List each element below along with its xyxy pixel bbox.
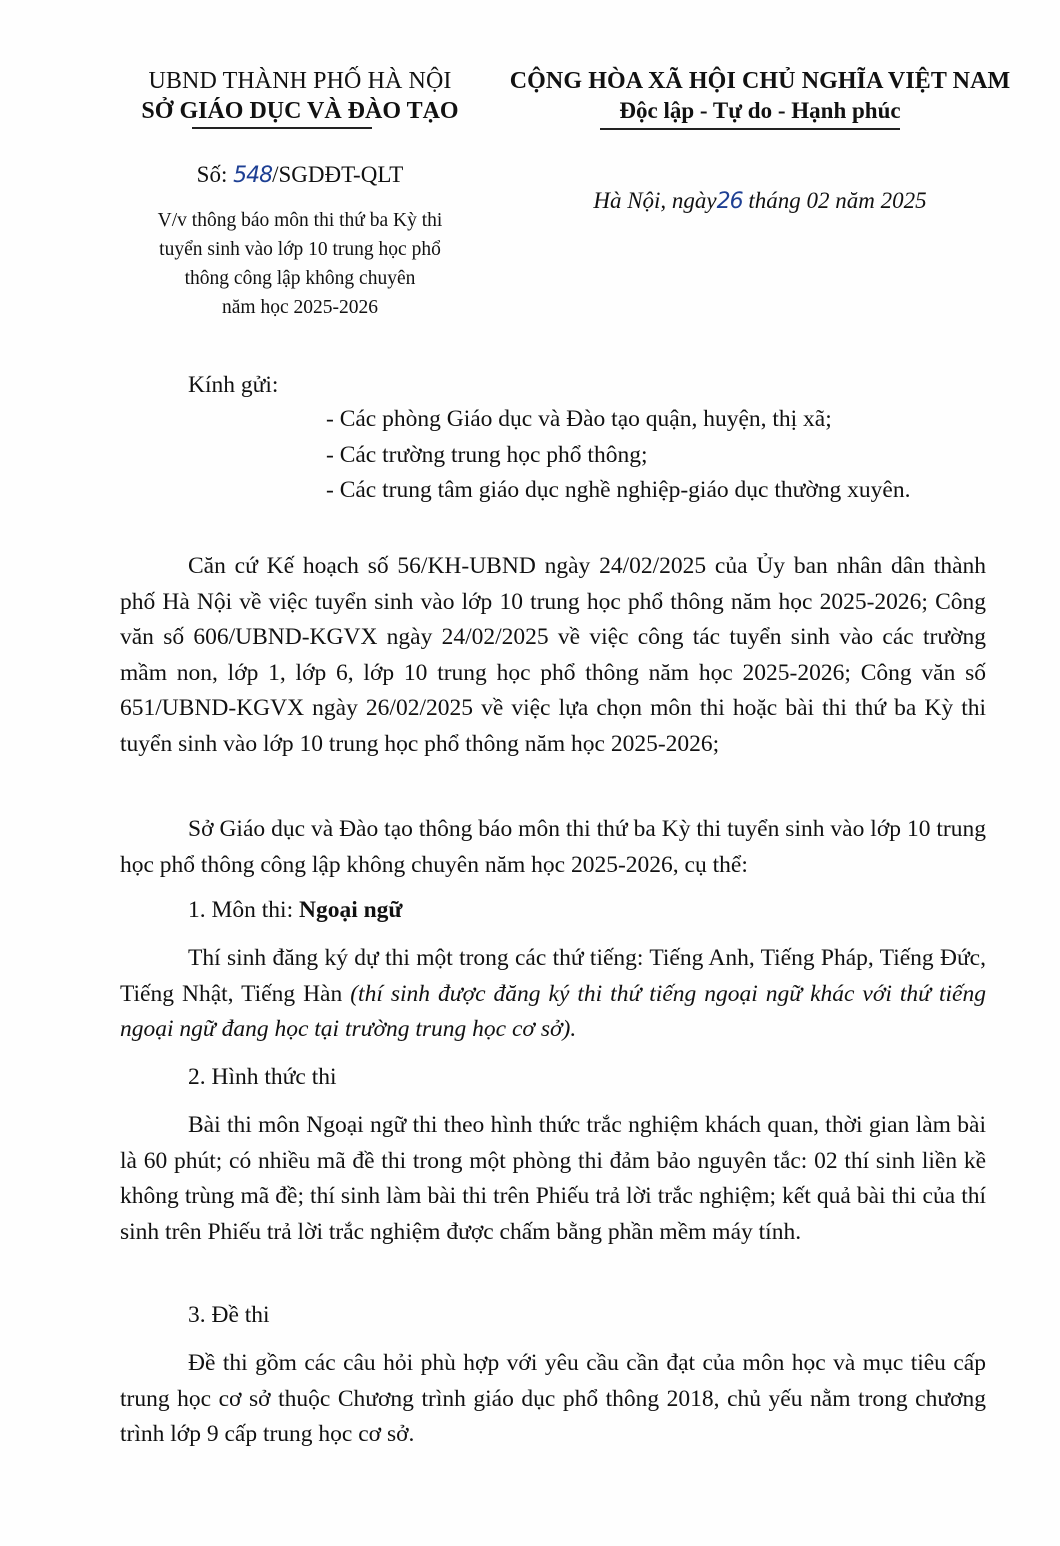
handwritten-date-day: 26 [716, 189, 743, 214]
subject-line: tuyển sinh vào lớp 10 trung học phổ [159, 239, 441, 260]
section-1-heading [188, 893, 403, 928]
document-number [100, 160, 500, 191]
section-3-heading: 3. Đề thi [188, 1302, 270, 1328]
section-2-body: Bài thi môn Ngoại ngữ thi theo hình thức trắc nghiệm khách quan, thời gian làm bài là 60 phút; có nhiều mã đề thi trong một phòng thi đảm bảo nguyên tắc: 02 thí sinh liền kề không trùng mã đề; thí sinh làm bài thi trên Phiếu trả lời trắc nghiệm; kết quả bài thi của thí sinh trên Phiếu trả lời trắc nghiệm được chấm bằng phần mềm máy tính. [120, 1112, 986, 1245]
section-1-heading-prefix: 1. Môn thi: [188, 897, 299, 923]
date-suffix: tháng 02 năm 2025 [742, 188, 927, 213]
subject-line: V/v thông báo môn thi thứ ba Kỳ thi [157, 210, 443, 231]
issue-date [490, 186, 1030, 217]
document-number-suffix: /SGDĐT-QLT [272, 162, 404, 187]
section-1-body [120, 941, 986, 1048]
section-3-body: Đề thi gồm các câu hỏi phù hợp với yêu cầu cần đạt của môn học và mục tiêu cấp trung học cơ sở thuộc Chương trình giáo dục phổ thông 2018, chủ yếu nằm trong chương trình lớp 9 cấp trung học cơ sở. [120, 1350, 986, 1447]
national-header-block [490, 66, 1030, 126]
recipient-item: - Các trung tâm giáo dục nghề nghiệp-giáo dục thường xuyên. [326, 477, 911, 503]
section-1-body-text: Thí sinh đăng ký dự thi một trong các thứ tiếng: Tiếng Anh, Tiếng Pháp, Tiếng Đức, Tiếng Nhật, Tiếng Hàn [120, 945, 986, 1007]
motto-underline-divider [600, 128, 900, 130]
date-prefix: Hà Nội, ngày [593, 188, 717, 213]
recipient-list [326, 402, 910, 509]
issuing-authority-block [100, 66, 500, 318]
recipient-item: - Các trường trung học phổ thông; [326, 441, 648, 468]
section-1-heading-subject: Ngoại ngữ [298, 897, 403, 923]
national-motto: Độc lập - Tự do - Hạnh phúc [619, 98, 901, 123]
section-1-body-note: (thí sinh được đăng ký thi thứ tiếng ngoại ngữ khác với thứ tiếng ngoại ngữ đang học tại trường trung học cơ sở). [120, 980, 986, 1042]
subject-line: năm học 2025-2026 [222, 297, 378, 318]
basis-paragraph: Căn cứ Kế hoạch số 56/KH-UBND ngày 24/02/2025 của Ủy ban nhân dân thành phố Hà Nội về việc tuyển sinh vào lớp 10 trung học phổ thông năm học 2025-2026; Công văn số 606/UBND-KGVX ngày 24/02/2025 về việc công tác tuyển sinh vào các trường mầm non, lớp 1, lớp 6, lớp 10 trung học phổ thông năm học 2025-2026; Công văn số 651/UBND-KGVX ngày 26/02/2025 về việc lựa chọn môn thi hoặc bài thi thứ ba Kỳ thi tuyển sinh vào lớp 10 trung học phổ thông năm học 2025-2026; [120, 553, 986, 757]
document-number-prefix: Số: [196, 162, 234, 187]
section-2-heading: 2. Hình thức thi [188, 1064, 337, 1090]
recipient-item: - Các phòng Giáo dục và Đào tạo quận, huyện, thị xã; [326, 406, 832, 432]
nation-title: CỘNG HÒA XÃ HỘI CHỦ NGHĨA VIỆT NAM [509, 68, 1011, 94]
announcement-paragraph: Sở Giáo dục và Đào tạo thông báo môn thi thứ ba Kỳ thi tuyển sinh vào lớp 10 trung học phổ thông công lập không chuyên năm học 2025-2026, cụ thể: [120, 816, 986, 878]
department-name: SỞ GIÁO DỤC VÀ ĐÀO TẠO [141, 98, 459, 124]
greeting: Kính gửi: [188, 372, 279, 398]
subject-line: thông công lập không chuyên [184, 268, 416, 289]
document-subject [100, 206, 500, 322]
authority-name: UBND THÀNH PHỐ HÀ NỘI [148, 68, 452, 94]
department-underline-divider [192, 127, 372, 129]
handwritten-document-number: 548 [233, 163, 273, 188]
